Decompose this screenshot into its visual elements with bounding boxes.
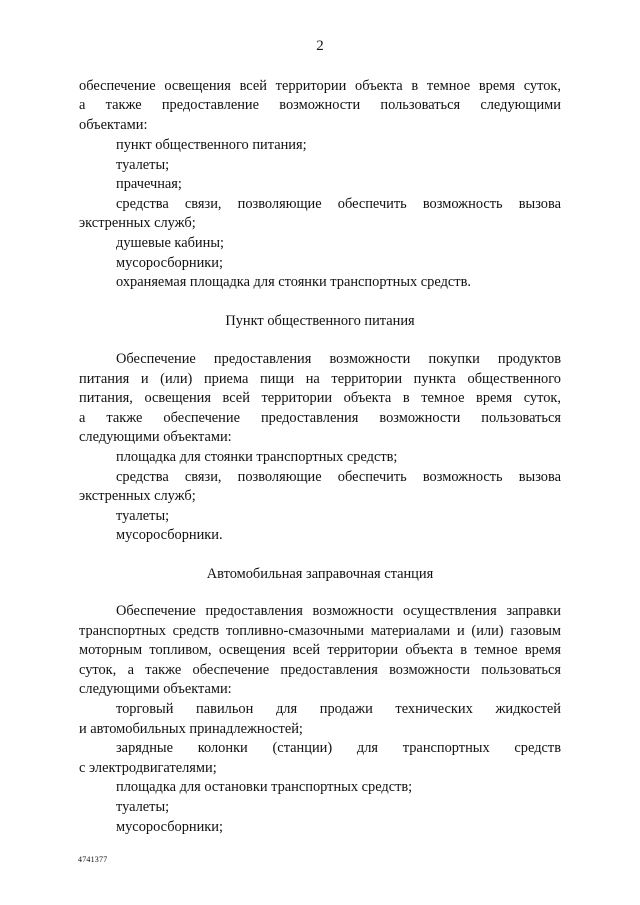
paragraph-line: а также обеспечение предоставления возможности пользоваться xyxy=(79,410,561,426)
list-item: туалеты; xyxy=(116,508,170,524)
list-item: средства связи, позволяющие обеспечить возможность вызова xyxy=(116,469,561,485)
list-item: средства связи, позволяющие обеспечить возможность вызова xyxy=(116,196,561,212)
paragraph-line: моторным топливом, освещения всей территории объекта в темное время xyxy=(79,642,561,658)
paragraph-line: Обеспечение предоставления возможности осуществления заправки xyxy=(116,603,561,619)
page-number: 2 xyxy=(316,38,324,54)
list-item: охраняемая площадка для стоянки транспортных средств. xyxy=(116,274,471,290)
list-item: мусоросборники. xyxy=(116,527,223,543)
paragraph-line: обеспечение освещения всей территории объекта в темное время суток, xyxy=(79,78,561,94)
list-item: мусоросборники; xyxy=(116,255,224,271)
section-heading: Автомобильная заправочная станция xyxy=(206,566,434,582)
section-heading: Пункт общественного питания xyxy=(225,313,415,329)
paragraph-line: питания, освещения всей территории объекта в темное время суток, xyxy=(79,390,561,406)
paragraph-line: питания и (или) приема пищи на территории пункта общественного xyxy=(79,371,561,387)
paragraph-line: объектами: xyxy=(79,117,148,133)
list-item-continuation: экстренных служб; xyxy=(79,215,196,231)
paragraph-line: а также предоставление возможности пользоваться следующими xyxy=(79,97,561,113)
list-item: туалеты; xyxy=(116,157,170,173)
list-item-continuation: с электродвигателями; xyxy=(79,760,217,776)
paragraph-line: Обеспечение предоставления возможности покупки продуктов xyxy=(116,351,561,367)
list-item: прачечная; xyxy=(116,176,182,192)
list-item: торговый павильон для продажи технических жидкостей xyxy=(116,701,561,717)
list-item: туалеты; xyxy=(116,799,170,815)
list-item: площадка для остановки транспортных средств; xyxy=(116,779,413,795)
list-item-continuation: экстренных служб; xyxy=(79,488,196,504)
list-item: мусоросборники; xyxy=(116,819,224,835)
list-item: площадка для стоянки транспортных средств; xyxy=(116,449,398,465)
paragraph-line: следующими объектами: xyxy=(79,681,232,697)
list-item: зарядные колонки (станции) для транспортных средств xyxy=(116,740,561,756)
list-item-continuation: и автомобильных принадлежностей; xyxy=(79,721,303,737)
paragraph-line: суток, а также обеспечение предоставления возможности пользоваться xyxy=(79,662,561,678)
paragraph-line: транспортных средств топливно-смазочными материалами и (или) газовым xyxy=(79,623,561,639)
document-code: 4741377 xyxy=(78,855,108,864)
list-item: душевые кабины; xyxy=(116,235,224,251)
paragraph-line: следующими объектами: xyxy=(79,429,232,445)
list-item: пункт общественного питания; xyxy=(116,137,307,153)
